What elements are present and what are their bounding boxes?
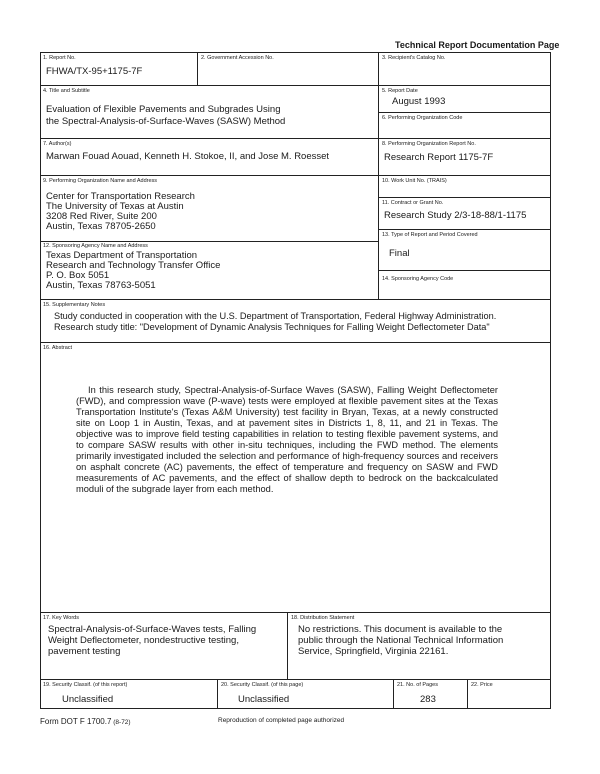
form-number-text: Form DOT F 1700.7 xyxy=(40,717,112,726)
col-divider xyxy=(217,679,218,709)
abstract-label: 16. Abstract xyxy=(43,345,73,351)
row-divider xyxy=(40,679,551,680)
title-label: 4. Title and Subtitle xyxy=(43,88,90,94)
distribution-line: No restrictions. This document is available to the xyxy=(298,624,503,635)
key-words-label: 17. Key Words xyxy=(43,615,79,621)
sponsoring-agency-label: 12. Sponsoring Agency Name and Address xyxy=(43,243,148,249)
performing-org-report-value: Research Report 1175-7F xyxy=(384,152,494,163)
col-divider xyxy=(467,679,468,709)
contract-value: Research Study 2/3-18-88/1-1175 xyxy=(384,210,527,221)
row-divider xyxy=(40,138,551,139)
sponsoring-agency-line: Texas Department of Transportation xyxy=(46,250,198,261)
row-divider xyxy=(40,299,551,300)
report-type-value: Final xyxy=(389,248,410,259)
distribution-line: public through the National Technical Information xyxy=(298,635,504,646)
sponsoring-agency-line: Austin, Texas 78763-5051 xyxy=(46,280,156,291)
security-report-value: Unclassified xyxy=(62,694,114,705)
title-line: Evaluation of Flexible Pavements and Subgrades Using xyxy=(46,104,281,115)
form-number xyxy=(40,717,131,726)
pages-label: 21. No. of Pages xyxy=(397,682,438,688)
performing-org-line: Austin, Texas 78705-2650 xyxy=(46,221,156,232)
report-type-label: 13. Type of Report and Period Covered xyxy=(382,232,478,238)
key-words-line: Weight Deflectometer, nondestructive testing, xyxy=(48,635,239,646)
reproduction-note: Reproduction of completed page authorized xyxy=(218,717,345,724)
key-words-line: Spectral-Analysis-of-Surface-Waves tests, Falling xyxy=(48,624,257,635)
col-divider xyxy=(197,52,198,85)
authors-value: Marwan Fouad Aouad, Kenneth H. Stokoe, II, and Jose M. Roesset xyxy=(46,151,330,162)
report-date-label: 5. Report Date xyxy=(382,88,418,94)
performing-org-line: Center for Transportation Research xyxy=(46,191,195,202)
supplementary-line: Study conducted in cooperation with the U.S. Department of Transportation, Federal Highway Administration. xyxy=(54,311,497,321)
performing-org-line: 3208 Red River, Suite 200 xyxy=(46,211,157,222)
supplementary-label: 15. Supplementary Notes xyxy=(43,302,106,308)
contract-label: 11. Contract or Grant No. xyxy=(382,200,444,206)
report-date-value: August 1993 xyxy=(392,96,446,107)
title-line: the Spectral-Analysis-of-Surface-Waves (SASW) Method xyxy=(46,116,286,127)
performing-org-report-label: 8. Performing Organization Report No. xyxy=(382,141,476,147)
row-divider xyxy=(40,241,378,242)
performing-org-label: 9. Performing Organization Name and Address xyxy=(43,178,158,184)
col-divider xyxy=(393,679,394,709)
row-divider xyxy=(40,612,551,613)
row-divider xyxy=(40,175,551,176)
row-divider xyxy=(40,85,551,86)
security-page-label: 20. Security Classif. (of this page) xyxy=(221,682,304,688)
pages-value: 283 xyxy=(420,694,436,705)
report-no-label: 1. Report No. xyxy=(43,55,76,61)
price-label: 22. Price xyxy=(471,682,493,688)
supplementary-line: Research study title: "Development of Dynamic Analysis Techniques for Falling Weight Deflectometer Data" xyxy=(54,322,490,332)
work-unit-label: 10. Work Unit No. (TRAIS) xyxy=(382,178,447,184)
sponsoring-agency-line: Research and Technology Transfer Office xyxy=(46,260,221,271)
row-divider xyxy=(378,270,551,271)
sponsoring-agency-line: P. O. Box 5051 xyxy=(46,270,110,281)
form-date: (8-72) xyxy=(113,719,131,726)
gov-accession-label: 2. Government Accession No. xyxy=(201,55,274,61)
col-divider xyxy=(287,612,288,679)
sponsoring-agency-code-label: 14. Sponsoring Agency Code xyxy=(382,276,454,282)
row-divider xyxy=(40,342,551,343)
col-divider xyxy=(378,52,379,299)
row-divider xyxy=(378,229,551,230)
row-divider xyxy=(378,112,551,113)
abstract-text: In this research study, Spectral-Analysis-of-Surface Waves (SASW), Falling Weight Deflectometer (FWD), and compression wave (P-wave) tests were employed at flexible pavement sites at the Texas Transportation Institute's (Texas A&M University) test facility in Bryan, Texas, at a newly constructed site on Loop 1 in Austin, Texas, and at pavement sites in Districts 1, 8, 11, and 21 in Texas. The objective was to improve field testing capabilities in relation to testing flexible pavement systems, and to compare SASW results with other in-situ techniques, including the FWD method. The elements primarily investigated included the selection and performance of high-frequency sources and receivers on asphalt concrete (AC) pavements, the effect of temperature and frequency on SASW and FWD measurements of AC pavements, and the effect of shallow depth to bedrock on the backcalculated moduli of the subgrade layer from each method. xyxy=(76,385,498,494)
performing-org-code-label: 6. Performing Organization Code xyxy=(382,115,463,121)
recipient-catalog-label: 3. Recipient's Catalog No. xyxy=(382,55,446,61)
report-no-value: FHWA/TX-95+1175-7F xyxy=(46,66,143,77)
key-words-line: pavement testing xyxy=(48,646,121,657)
authors-label: 7. Author(s) xyxy=(43,141,72,147)
distribution-label: 18. Distribution Statement xyxy=(291,615,355,621)
security-page-value: Unclassified xyxy=(238,694,290,705)
performing-org-line: The University of Texas at Austin xyxy=(46,201,184,212)
security-report-label: 19. Security Classif. (of this report) xyxy=(43,682,128,688)
distribution-line: Service, Springfield, Virginia 22161. xyxy=(298,646,449,657)
form-header-title: Technical Report Documentation Page xyxy=(395,40,560,50)
row-divider xyxy=(378,197,551,198)
